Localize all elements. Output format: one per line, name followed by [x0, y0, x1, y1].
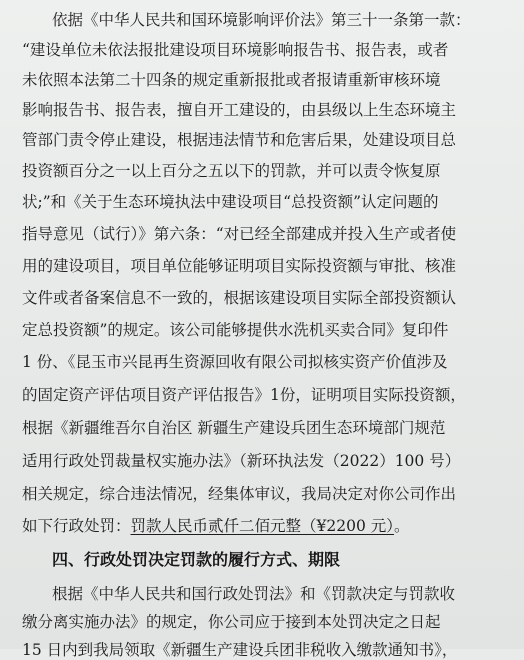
text-line: 状;”和《关于生态环境执法中建设项目“总投资额”认定问题的 [22, 193, 439, 211]
text-line: 适用行政处罚裁量权实施办法》（新环执法发（2022）100 号） [22, 452, 461, 470]
section-heading: 四、行政处罚决定罚款的履行方式、期限 [52, 550, 341, 569]
text-line: 未依照本法第二十四条的规定重新报批或者报请重新审核环境 [22, 71, 441, 89]
text-line: 影响报告书、报告表，擅自开工建设的，由县级以上生态环境主 [22, 101, 457, 119]
text-line: 指导意见（试行）》第六条：“对已经全部建成并投入生产或者使 [22, 225, 457, 243]
text-line: 定总投资额”的规定。该公司能够提供水洗机买卖合同》复印件 [22, 321, 449, 339]
text-line: 文件或者备案信息不一致的，根据该建设项目实际全部投资额认 [22, 289, 457, 307]
text-line: 依据《中华人民共和国环境影响评价法》第三十一条第一款： [52, 11, 471, 29]
text-line: 根据《新疆维吾尔自治区 新疆生产建设兵团生态环境部门规范 [22, 419, 446, 437]
penalty-amount: 罚款人民币贰仟二佰元整（¥2200 元） [130, 517, 395, 535]
text-line: 1 份、《昆玉市兴昆再生资源回收有限公司拟核实资产价值涉及 [22, 353, 448, 371]
penalty-suffix: 。 [394, 517, 410, 535]
text-line: 的固定资产评估项目资产评估报告》1份，证明项目实际投资额， [22, 386, 466, 404]
text-line: 缴分离实施办法》的规定，你公司应于接到本处罚决定之日起 [22, 613, 441, 631]
text-line: 根据《中华人民共和国行政处罚法》和《罚款决定与罚款收 [52, 585, 456, 603]
text-line: 相关规定，综合违法情况，经集体审议，我局决定对你公司作出 [22, 485, 457, 503]
penalty-prefix: 如下行政处罚： [22, 517, 131, 535]
penalty-line [22, 516, 410, 536]
text-line: 投资额百分之一以上百分之五以下的罚款，并可以责令恢复原 [22, 162, 441, 180]
text-line: 15 日内到我局领取《新疆生产建设兵团非税收入缴款通知书》， [22, 641, 458, 659]
text-line: 管部门责令停止建设，根据违法情节和危害后果，处建设项目总 [22, 131, 457, 149]
text-line: 用的建设项目，项目单位能够证明项目实际投资额与审批、核准 [22, 257, 457, 275]
text-line: “建设单位未依法报批建设项目环境影响报告书、报告表，或者 [22, 41, 449, 59]
